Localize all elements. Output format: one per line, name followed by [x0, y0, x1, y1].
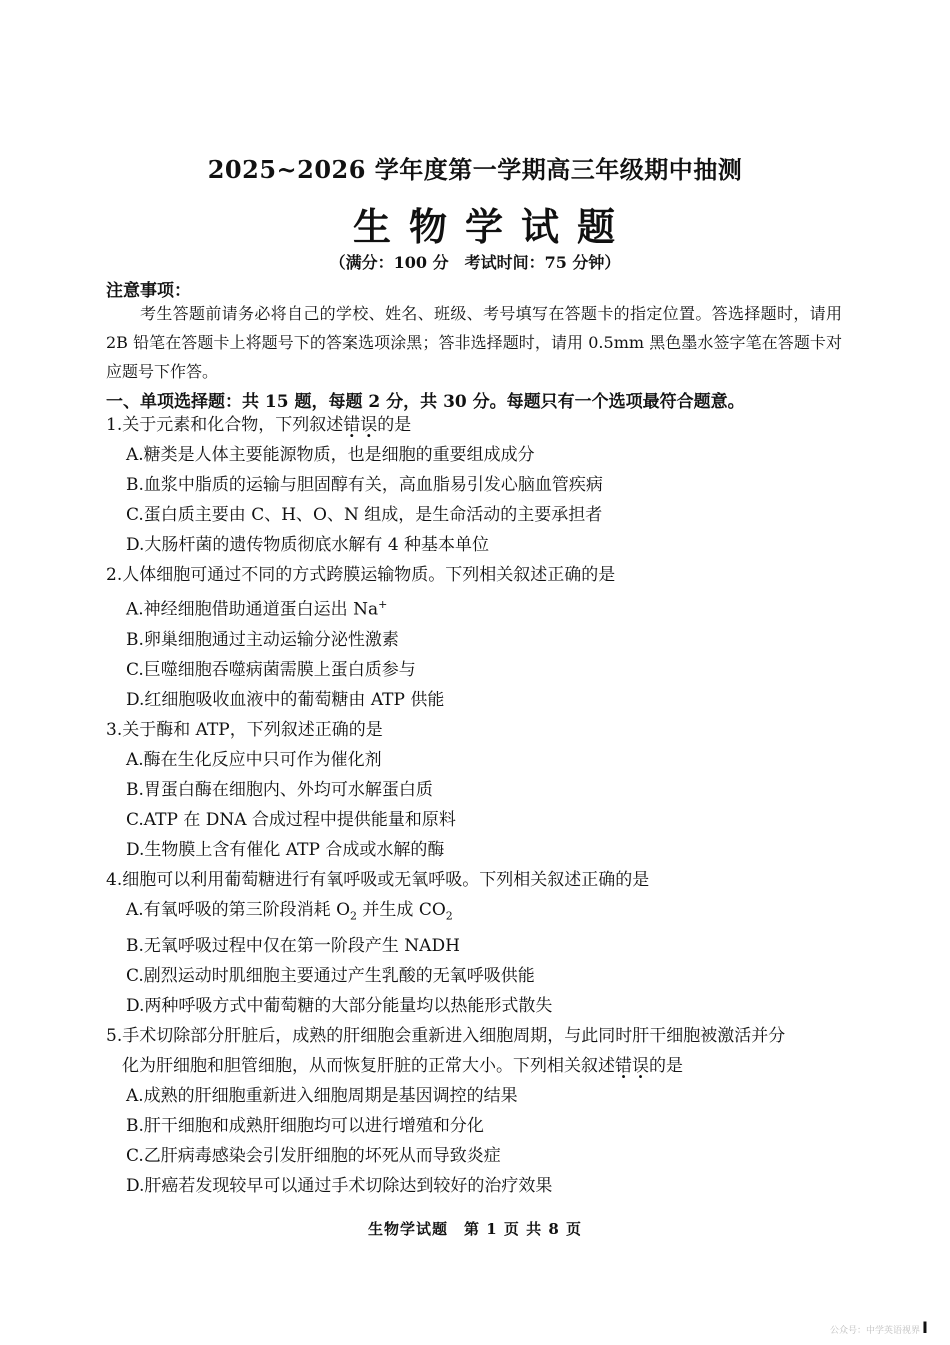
question-4 [106, 865, 846, 1021]
option-d: D.生物膜上含有催化 ATP 合成或水解的酶 [126, 839, 445, 860]
subscript: 2 [445, 909, 453, 923]
page-mark: I [922, 1318, 928, 1337]
exam-title: 2025~2026 学年度第一学期高三年级期中抽测 [207, 155, 743, 184]
option-text: 并生成 CO [357, 899, 446, 920]
emphasis-char: 错 [343, 415, 361, 435]
option-text: A.神经细胞借助通道蛋白运出 Na [126, 599, 379, 620]
option-c: C.剧烈运动时肌细胞主要通过产生乳酸的无氧呼吸供能 [126, 966, 535, 987]
superscript: + [378, 598, 388, 611]
option-c: C.ATP 在 DNA 合成过程中提供能量和原料 [126, 809, 456, 830]
option-d: D.大肠杆菌的遗传物质彻底水解有 4 种基本单位 [126, 535, 490, 555]
subscript: 2 [350, 909, 358, 923]
section-heading: 一、单项选择题：共 15 题，每题 2 分，共 30 分。每题只有一个选项最符合题意。 [106, 392, 745, 412]
option-c: C.巨噬细胞吞噬病菌需膜上蛋白质参与 [126, 659, 416, 680]
emphasis-char: 误 [632, 1056, 649, 1077]
option-text: A.有氧呼吸的第三阶段消耗 O [126, 899, 351, 920]
notice-heading: 注意事项： [106, 281, 191, 301]
question-stem: 2.人体细胞可通过不同的方式跨膜运输物质。下列相关叙述正确的是 [106, 565, 616, 585]
page-footer: 生物学试题 第 1 页 共 8 页 [368, 1220, 582, 1238]
question-stem [106, 410, 846, 440]
score-info: （满分：100 分 考试时间：75 分钟） [329, 253, 621, 272]
question-stem: 4.细胞可以利用葡萄糖进行有氧呼吸或无氧呼吸。下列相关叙述正确的是 [106, 869, 650, 890]
emphasis-char: 误 [360, 415, 378, 435]
option-d: D.红细胞吸收血液中的葡萄糖由 ATP 供能 [126, 689, 445, 710]
emphasis-char: 错 [615, 1056, 632, 1077]
option-b: B.无氧呼吸过程中仅在第一阶段产生 NADH [126, 936, 460, 957]
option-a [126, 895, 846, 931]
option-b: B.肝干细胞和成熟肝细胞均可以进行增殖和分化 [126, 1116, 484, 1137]
question-1 [106, 410, 846, 560]
stem-text: 1.关于元素和化合物，下列叙述 [106, 415, 344, 435]
question-list [106, 410, 846, 1201]
question-stem: 3.关于酶和 ATP，下列叙述正确的是 [106, 719, 383, 740]
question-stem: 5.手术切除部分肝脏后，成熟的肝细胞会重新进入细胞周期，与此同时肝干细胞被激活并分 [106, 1026, 786, 1047]
question-stem-continued [106, 1051, 846, 1081]
option-d: D.肝癌若发现较早可以通过手术切除达到较好的治疗效果 [126, 1176, 553, 1197]
subject-title: 生物学试题 [352, 204, 633, 249]
option-b: B.胃蛋白酶在细胞内、外均可水解蛋白质 [126, 779, 433, 800]
option-c: C.乙肝病毒感染会引发肝细胞的坏死从而导致炎症 [126, 1146, 501, 1167]
option-b: B.卵巢细胞通过主动运输分泌性激素 [126, 629, 399, 650]
option-d: D.两种呼吸方式中葡萄糖的大部分能量均以热能形式散失 [126, 996, 553, 1017]
stem-text: 化为肝细胞和胆管细胞，从而恢复肝脏的正常大小。下列相关叙述 [122, 1056, 615, 1077]
option-b: B.血浆中脂质的运输与胆固醇有关，高血脂易引发心脑血管疾病 [126, 475, 603, 495]
question-2 [106, 560, 846, 715]
option-a: A.成熟的肝细胞重新进入细胞周期是基因调控的结果 [126, 1086, 518, 1107]
stem-text: 的是 [377, 415, 412, 435]
watermark: 公众号：中学英语视界 [830, 1326, 921, 1336]
option-a: A.糖类是人体主要能源物质，也是细胞的重要组成成分 [126, 445, 535, 465]
question-3 [106, 715, 846, 865]
option-a: A.酶在生化反应中只可作为催化剂 [126, 749, 382, 770]
question-5 [106, 1021, 846, 1201]
notice-body: 考生答题前请务必将自己的学校、姓名、班级、考号填写在答题卡的指定位置。答选择题时，请用 2B 铅笔在答题卡上将题号下的答案选项涂黑；答非选择题时，请用 0.5mm 黑色墨水签字笔在答题卡对应题号下作答。 [106, 304, 842, 381]
option-c: C.蛋白质主要由 C、H、O、N 组成，是生命活动的主要承担者 [126, 505, 603, 525]
option-a [126, 590, 846, 625]
stem-text: 的是 [649, 1056, 683, 1077]
